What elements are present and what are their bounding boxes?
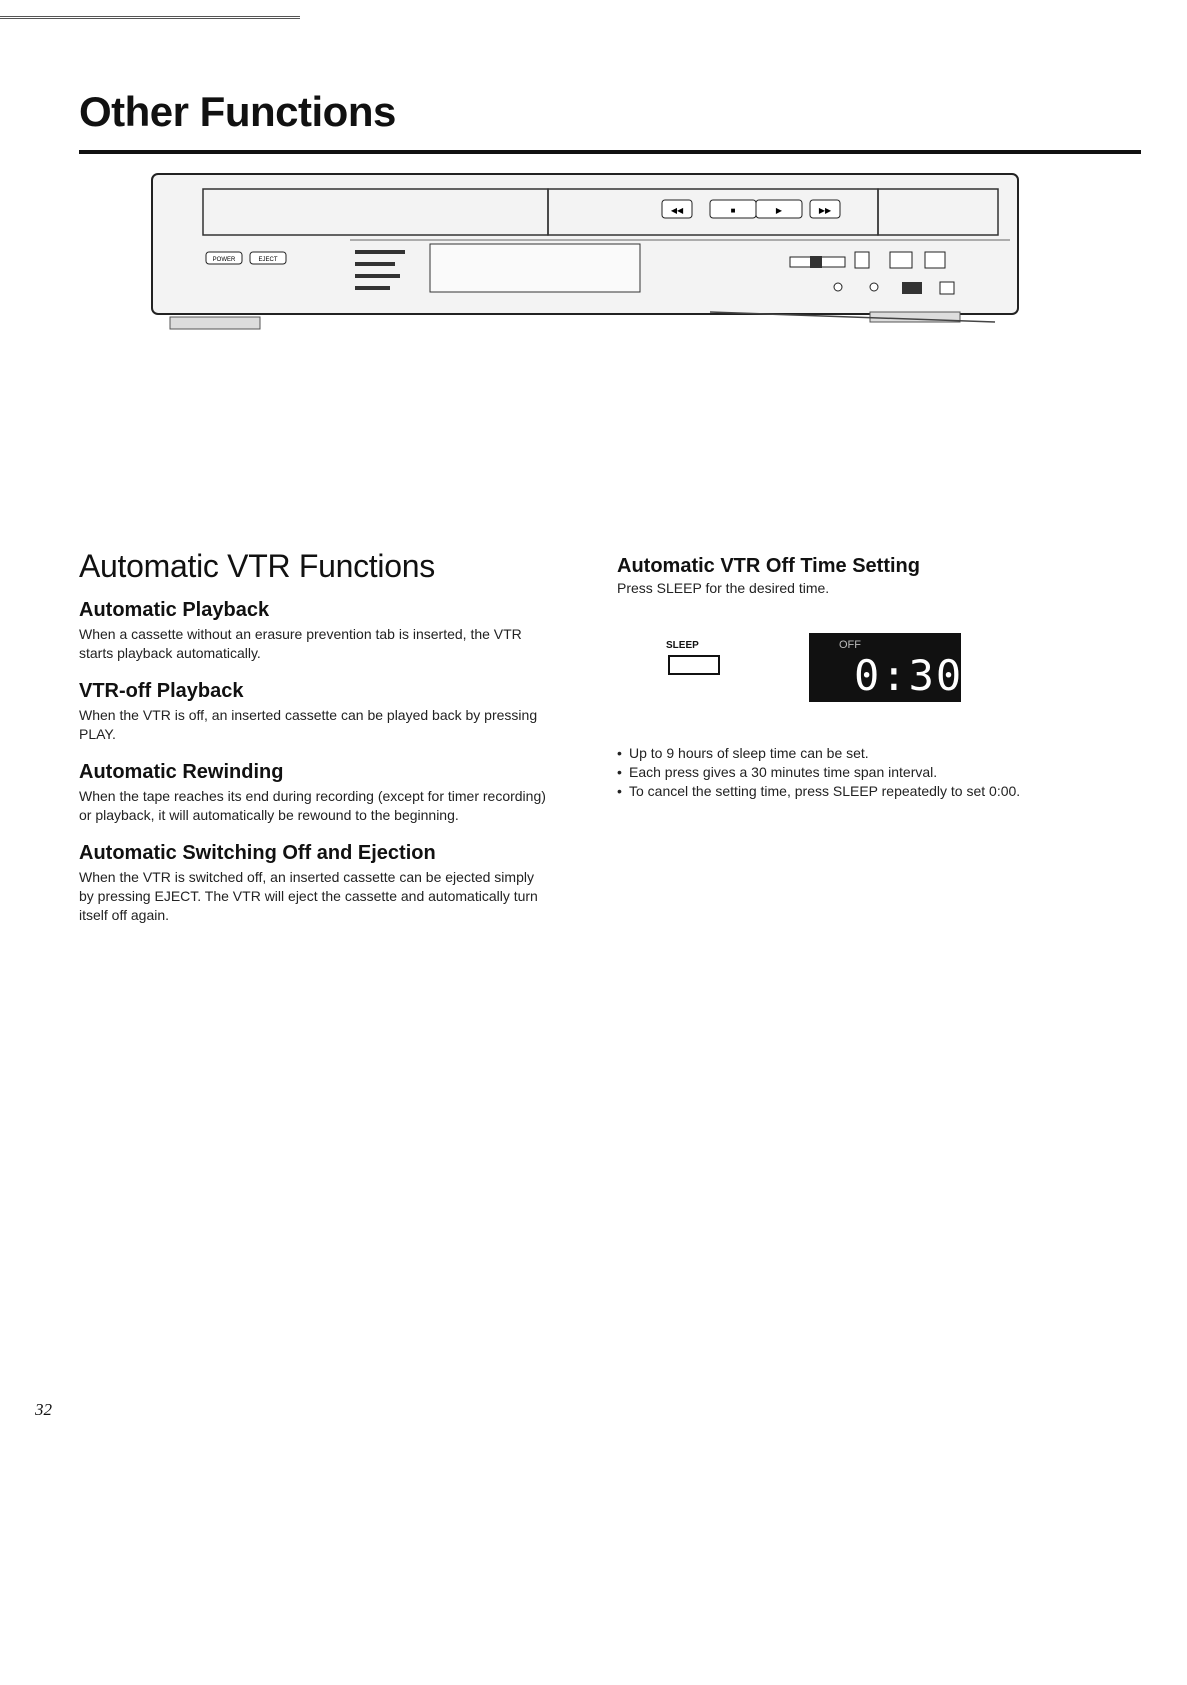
off-time-setting-instruction: Press SLEEP for the desired time. (617, 580, 830, 596)
vcr-front-panel-illustration (150, 172, 1035, 352)
automatic-playback-text: When a cassette without an erasure prevention tab is inserted, the VTR starts playback automatically. (79, 626, 522, 661)
automatic-switching-off-text: When the VTR is switched off, an inserted cassette can be ejected simply by pressing EJECT. The VTR will eject the cassette and automatically turn itself off again. (79, 869, 538, 923)
sleep-note-cancel: • To cancel the setting time, press SLEEP repeatedly to set 0:00. (617, 782, 1097, 801)
power-button (206, 252, 242, 264)
stop-icon: ■ (730, 206, 736, 215)
page-title: Other Functions (79, 88, 396, 135)
automatic-rewinding-text: When the tape reaches its end during recording (except for timer recording) or playback, it will automatically be rewound to the beginning. (79, 788, 546, 823)
play-icon: ▶ (775, 206, 783, 215)
automatic-rewinding-heading: Automatic Rewinding (79, 761, 284, 783)
vtr-off-playback-heading: VTR-off Playback (79, 680, 244, 702)
automatic-vtr-functions-column (79, 548, 549, 942)
display-off-indicator: OFF (839, 639, 861, 651)
vtr-off-playback-text: When the VTR is off, an inserted cassette can be played back by pressing PLAY. (79, 707, 538, 742)
off-time-setting-heading: Automatic VTR Off Time Setting (617, 555, 920, 577)
automatic-switching-off-heading: Automatic Switching Off and Ejection (79, 842, 436, 864)
page-number: 32 (35, 1400, 52, 1419)
top-decorative-rule (0, 16, 300, 19)
sleep-timer-display (809, 633, 964, 702)
eject-button (250, 252, 286, 264)
sleep-note-interval: • Each press gives a 30 minutes time span interval. (617, 763, 1097, 782)
sleep-note-max-hours: • Up to 9 hours of sleep time can be set. (617, 744, 1097, 763)
power-label: POWER (212, 257, 236, 263)
stop-button (710, 200, 756, 218)
section-title: Automatic VTR Functions (79, 548, 435, 584)
eject-label: EJECT (258, 257, 278, 263)
rewind-button (662, 200, 692, 218)
fast-forward-icon: ▶▶ (818, 206, 832, 215)
sleep-button-illustration (666, 640, 726, 680)
display-time-readout: 0:30 (854, 651, 964, 700)
automatic-playback-heading: Automatic Playback (79, 599, 270, 621)
play-button (756, 200, 802, 218)
rewind-icon: ◀◀ (670, 206, 684, 215)
sleep-button-label: SLEEP (666, 640, 699, 651)
sleep-notes-list (617, 744, 1097, 801)
title-rule (79, 150, 1141, 154)
off-time-setting-column (617, 555, 1097, 596)
sleep-button-outline (668, 655, 720, 675)
fast-forward-button (810, 200, 840, 218)
